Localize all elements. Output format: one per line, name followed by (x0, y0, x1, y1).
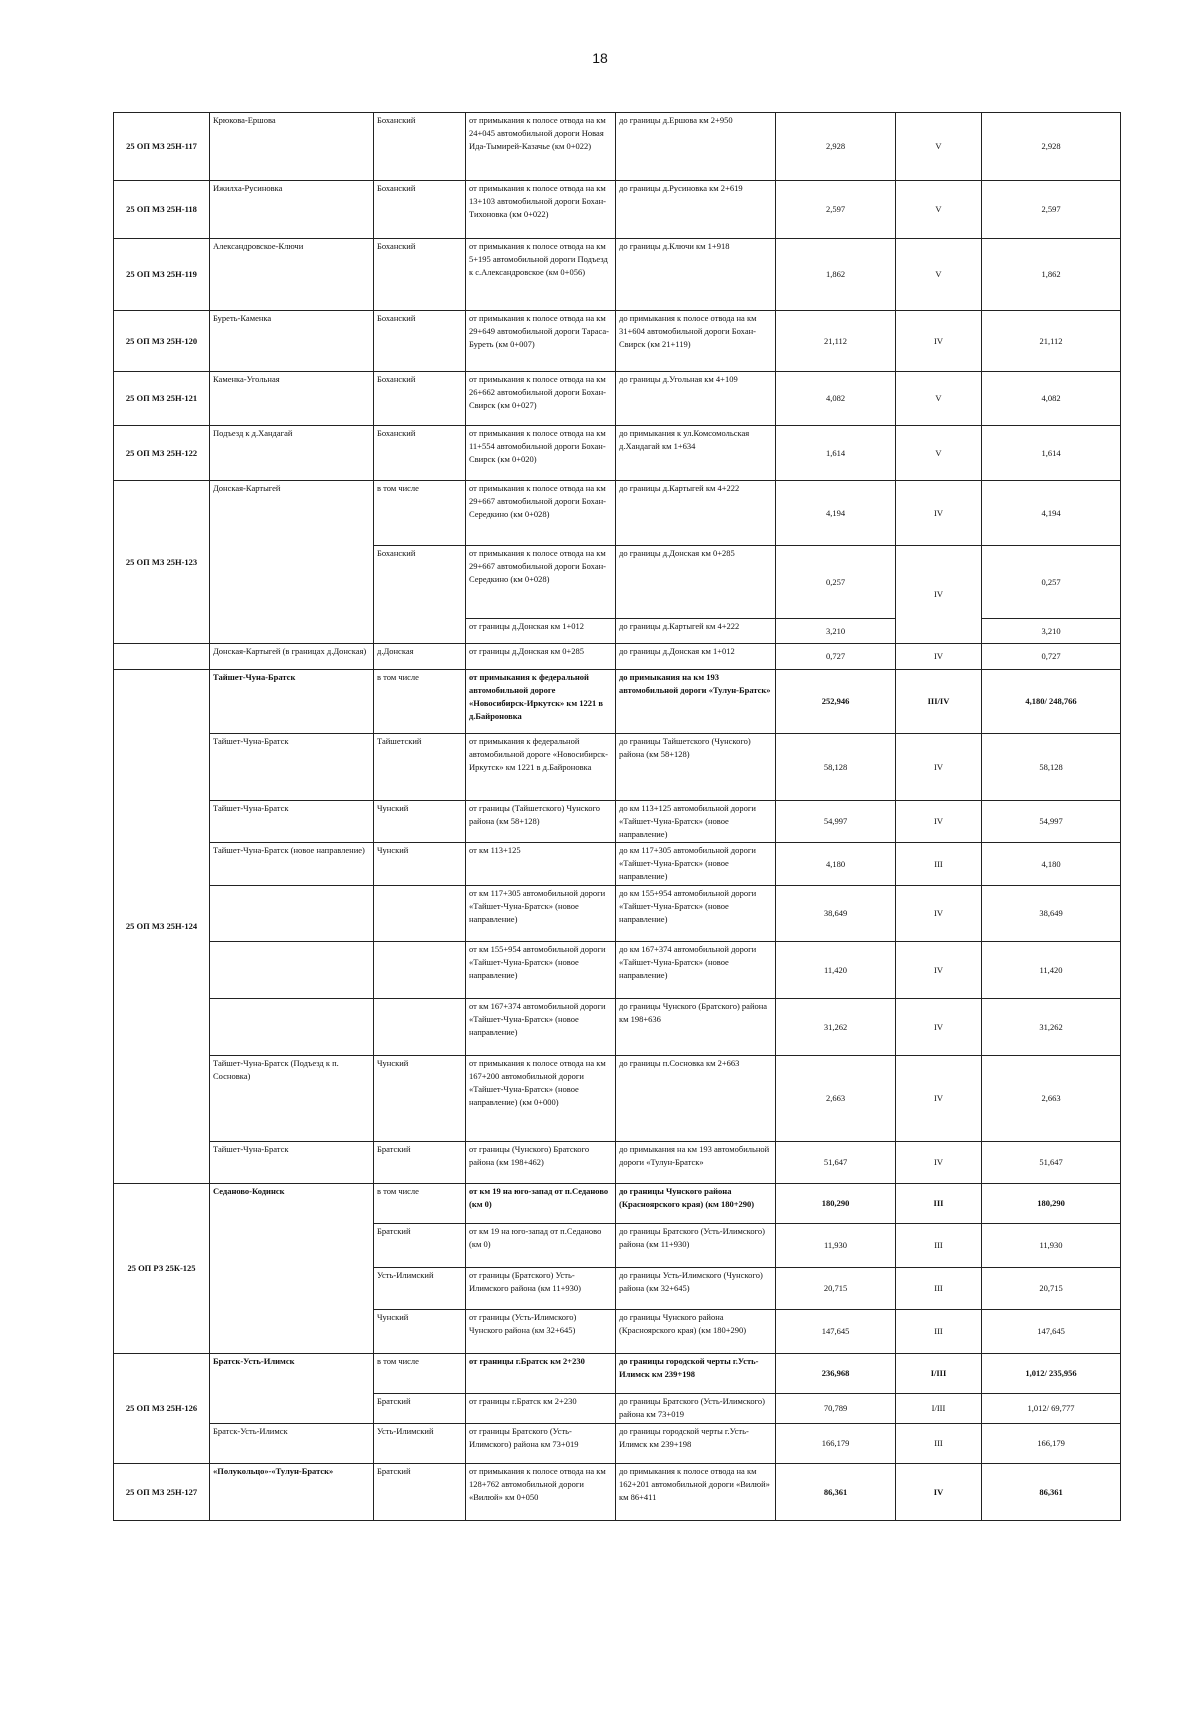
road-category: I/III (896, 1354, 982, 1394)
road-total: 4,180 (982, 843, 1121, 886)
road-district: в том числе (374, 481, 466, 546)
road-name: Седаново-Кодинск (210, 1184, 374, 1354)
road-code (114, 644, 210, 670)
road-from: от границы Братского (Усть-Илимского) района км 73+019 (466, 1424, 616, 1464)
road-district: Чунский (374, 1310, 466, 1354)
road-total: 1,862 (982, 239, 1121, 311)
road-category: IV (896, 801, 982, 843)
road-total: 180,290 (982, 1184, 1121, 1224)
road-category: III (896, 1224, 982, 1268)
road-total: 20,715 (982, 1268, 1121, 1310)
road-category: IV (896, 546, 982, 644)
road-from: от примыкания к полосе отвода на км 29+649 автомобильной дороги Тараса-Буреть (км 0+007) (466, 311, 616, 372)
road-total: 38,649 (982, 886, 1121, 942)
road-name: Тайшет-Чуна-Братск (210, 670, 374, 734)
road-from: от км 117+305 автомобильной дороги «Тайшет-Чуна-Братск» (новое направление) (466, 886, 616, 942)
road-name: Братск-Усть-Илимск (210, 1354, 374, 1424)
road-category: IV (896, 942, 982, 999)
road-total: 0,257 (982, 546, 1121, 619)
road-name: Каменка-Угольная (210, 372, 374, 426)
road-length: 11,420 (776, 942, 896, 999)
road-length: 147,645 (776, 1310, 896, 1354)
table-row (114, 481, 1121, 546)
road-district: Усть-Илимский (374, 1424, 466, 1464)
road-total: 147,645 (982, 1310, 1121, 1354)
road-to: до примыкания к полосе отвода на км 31+604 автомобильной дороги Бохан-Свирск (км 21+119) (616, 311, 776, 372)
road-category: III (896, 1310, 982, 1354)
road-length: 0,727 (776, 644, 896, 670)
table-row (114, 426, 1121, 481)
table-row (114, 644, 1121, 670)
road-name (210, 886, 374, 942)
road-to: до км 117+305 автомобильной дороги «Тайшет-Чуна-Братск» (новое направление) (616, 843, 776, 886)
road-from: от границы д.Донская км 1+012 (466, 619, 616, 644)
road-from: от границы г.Братск км 2+230 (466, 1354, 616, 1394)
road-category: IV (896, 886, 982, 942)
table-row (114, 843, 1121, 886)
road-district: в том числе (374, 1184, 466, 1224)
road-length: 38,649 (776, 886, 896, 942)
road-name: Буреть-Каменка (210, 311, 374, 372)
road-name: Донская-Картыгей (в границах д.Донская) (210, 644, 374, 670)
road-district (374, 886, 466, 942)
road-length: 166,179 (776, 1424, 896, 1464)
road-district: Братский (374, 1464, 466, 1521)
table-row (114, 942, 1121, 999)
road-category: V (896, 372, 982, 426)
road-district: Чунский (374, 843, 466, 886)
road-name: Тайшет-Чуна-Братск (210, 734, 374, 801)
road-length: 1,862 (776, 239, 896, 311)
road-length: 54,997 (776, 801, 896, 843)
road-name: Тайшет-Чуна-Братск (210, 1142, 374, 1184)
road-length: 11,930 (776, 1224, 896, 1268)
road-to: до границы д.Донская км 0+285 (616, 546, 776, 619)
road-from: от км 113+125 (466, 843, 616, 886)
table-row (114, 1464, 1121, 1521)
road-length: 20,715 (776, 1268, 896, 1310)
road-to: до границы д.Картыгей км 4+222 (616, 481, 776, 546)
road-district: Боханский (374, 426, 466, 481)
road-from: от границы (Тайшетского) Чунского района (км 58+128) (466, 801, 616, 843)
road-length: 3,210 (776, 619, 896, 644)
road-name: Ижилха-Русиновка (210, 181, 374, 239)
table-row (114, 113, 1121, 181)
road-length: 70,789 (776, 1394, 896, 1424)
road-total: 2,663 (982, 1056, 1121, 1142)
road-to: до границы д.Ершова км 2+950 (616, 113, 776, 181)
road-category: I/III (896, 1394, 982, 1424)
road-length: 252,946 (776, 670, 896, 734)
road-from: от примыкания к полосе отвода на км 5+195 автомобильной дороги Подъезд к с.Александровское (км 0+056) (466, 239, 616, 311)
road-code: 25 ОП МЗ 25Н-121 (114, 372, 210, 426)
road-total: 2,597 (982, 181, 1121, 239)
road-total: 4,082 (982, 372, 1121, 426)
road-category: V (896, 239, 982, 311)
road-district: в том числе (374, 1354, 466, 1394)
road-code: 25 ОП МЗ 25Н-126 (114, 1354, 210, 1464)
road-to: до границы Тайшетского (Чунского) района (км 58+128) (616, 734, 776, 801)
road-category: IV (896, 734, 982, 801)
road-to: до границы городской черты г.Усть-Илимск км 239+198 (616, 1354, 776, 1394)
road-name: Крюкова-Ершова (210, 113, 374, 181)
road-name: Донская-Картыгей (210, 481, 374, 644)
road-total: 58,128 (982, 734, 1121, 801)
road-length: 2,928 (776, 113, 896, 181)
road-to: до границы д.Донская км 1+012 (616, 644, 776, 670)
road-name (210, 999, 374, 1056)
table-row (114, 886, 1121, 942)
road-code: 25 ОП МЗ 25Н-123 (114, 481, 210, 644)
road-from: от примыкания к федеральной автомобильной дороге «Новосибирск-Иркутск» км 1221 в д.Байроновка (466, 670, 616, 734)
road-length: 0,257 (776, 546, 896, 619)
road-category: IV (896, 311, 982, 372)
road-category: IV (896, 1464, 982, 1521)
road-district: Братский (374, 1142, 466, 1184)
road-district: Усть-Илимский (374, 1268, 466, 1310)
road-district: Боханский (374, 113, 466, 181)
road-code: 25 ОП РЗ 25К-125 (114, 1184, 210, 1354)
road-category: IV (896, 1056, 982, 1142)
road-district (374, 942, 466, 999)
road-to: до км 167+374 автомобильной дороги «Тайшет-Чуна-Братск» (новое направление) (616, 942, 776, 999)
table-row (114, 801, 1121, 843)
road-code: 25 ОП МЗ 25Н-124 (114, 670, 210, 1184)
road-district (374, 999, 466, 1056)
road-total: 11,420 (982, 942, 1121, 999)
road-from: от примыкания к полосе отвода на км 29+667 автомобильной дороги Бохан-Середкино (км 0+028) (466, 481, 616, 546)
road-district: Чунский (374, 801, 466, 843)
road-name: Братск-Усть-Илимск (210, 1424, 374, 1464)
road-from: от примыкания к полосе отвода на км 128+762 автомобильной дороги «Вилюй» км 0+050 (466, 1464, 616, 1521)
road-from: от примыкания к полосе отвода на км 11+554 автомобильной дороги Бохан-Свирск (км 0+020) (466, 426, 616, 481)
road-length: 236,968 (776, 1354, 896, 1394)
table-row (114, 239, 1121, 311)
road-to: до примыкания к полосе отвода на км 162+201 автомобильной дороги «Вилюй» км 86+411 (616, 1464, 776, 1521)
road-to: до границы д.Угольная км 4+109 (616, 372, 776, 426)
road-district: Братский (374, 1394, 466, 1424)
road-category: III (896, 1424, 982, 1464)
road-length: 21,112 (776, 311, 896, 372)
roads-table (113, 112, 1121, 1521)
road-district: в том числе (374, 670, 466, 734)
road-from: от км 167+374 автомобильной дороги «Тайшет-Чуна-Братск» (новое направление) (466, 999, 616, 1056)
road-name: «Полукольцо»-«Тулун-Братск» (210, 1464, 374, 1521)
table-row (114, 734, 1121, 801)
road-total: 166,179 (982, 1424, 1121, 1464)
road-category: V (896, 181, 982, 239)
road-to: до км 155+954 автомобильной дороги «Тайшет-Чуна-Братск» (новое направление) (616, 886, 776, 942)
road-total: 21,112 (982, 311, 1121, 372)
road-to: до границы д.Картыгей км 4+222 (616, 619, 776, 644)
road-code: 25 ОП МЗ 25Н-122 (114, 426, 210, 481)
road-total: 4,194 (982, 481, 1121, 546)
road-to: до границы Братского (Усть-Илимского) района км 73+019 (616, 1394, 776, 1424)
road-length: 51,647 (776, 1142, 896, 1184)
road-total: 11,930 (982, 1224, 1121, 1268)
road-name (210, 942, 374, 999)
road-from: от примыкания к полосе отвода на км 26+662 автомобильной дороги Бохан-Свирск (км 0+027) (466, 372, 616, 426)
road-name: Тайшет-Чуна-Братск (Подъезд к п. Сосновка) (210, 1056, 374, 1142)
table-row (114, 670, 1121, 734)
road-total: 2,928 (982, 113, 1121, 181)
road-to: до границы Усть-Илимского (Чунского) района (км 32+645) (616, 1268, 776, 1310)
road-from: от примыкания к полосе отвода на км 29+667 автомобильной дороги Бохан-Середкино (км 0+028) (466, 546, 616, 619)
road-total: 1,614 (982, 426, 1121, 481)
road-total: 1,012/ 235,956 (982, 1354, 1121, 1394)
road-name: Александровское-Ключи (210, 239, 374, 311)
road-category: IV (896, 644, 982, 670)
table-row (114, 1424, 1121, 1464)
table-row (114, 181, 1121, 239)
road-from: от границы д.Донская км 0+285 (466, 644, 616, 670)
road-length: 31,262 (776, 999, 896, 1056)
road-district: Боханский (374, 311, 466, 372)
road-total: 54,997 (982, 801, 1121, 843)
road-total: 4,180/ 248,766 (982, 670, 1121, 734)
road-code: 25 ОП МЗ 25Н-118 (114, 181, 210, 239)
road-to: до границы д.Русиновка км 2+619 (616, 181, 776, 239)
road-from: от примыкания к федеральной автомобильной дороге «Новосибирск-Иркутск» км 1221 в д.Байроновка (466, 734, 616, 801)
road-length: 4,194 (776, 481, 896, 546)
road-district: Боханский (374, 546, 466, 644)
road-to: до границы Чунского (Братского) района км 198+636 (616, 999, 776, 1056)
road-from: от границы г.Братск км 2+230 (466, 1394, 616, 1424)
road-length: 180,290 (776, 1184, 896, 1224)
road-total: 31,262 (982, 999, 1121, 1056)
road-length: 4,082 (776, 372, 896, 426)
road-category: V (896, 113, 982, 181)
road-length: 58,128 (776, 734, 896, 801)
road-to: до км 113+125 автомобильной дороги «Тайшет-Чуна-Братск» (новое направление) (616, 801, 776, 843)
road-district: Боханский (374, 372, 466, 426)
road-name: Тайшет-Чуна-Братск (новое направление) (210, 843, 374, 886)
road-from: от границы (Чунского) Братского района (км 198+462) (466, 1142, 616, 1184)
road-code: 25 ОП МЗ 25Н-117 (114, 113, 210, 181)
road-from: от границы (Братского) Усть-Илимского района (км 11+930) (466, 1268, 616, 1310)
road-from: от км 19 на юго-запад от п.Седаново (км 0) (466, 1184, 616, 1224)
road-total: 0,727 (982, 644, 1121, 670)
road-length: 86,361 (776, 1464, 896, 1521)
road-category: V (896, 426, 982, 481)
table-row (114, 372, 1121, 426)
road-district: Братский (374, 1224, 466, 1268)
road-from: от примыкания к полосе отвода на км 24+045 автомобильной дороги Новая Ида-Тымирей-Казачье (км 0+022) (466, 113, 616, 181)
road-to: до границы Чунского района (Красноярского края) (км 180+290) (616, 1310, 776, 1354)
road-to: до примыкания на км 193 автомобильной дороги «Тулун-Братск» (616, 1142, 776, 1184)
road-from: от границы (Усть-Илимского) Чунского района (км 32+645) (466, 1310, 616, 1354)
road-to: до границы Чунского района (Красноярского края) (км 180+290) (616, 1184, 776, 1224)
road-name: Тайшет-Чуна-Братск (210, 801, 374, 843)
road-from: от примыкания к полосе отвода на км 167+200 автомобильной дороги «Тайшет-Чуна-Братск» (новое направление) (км 0+000) (466, 1056, 616, 1142)
road-from: от км 155+954 автомобильной дороги «Тайшет-Чуна-Братск» (новое направление) (466, 942, 616, 999)
road-total: 86,361 (982, 1464, 1121, 1521)
road-to: до границы городской черты г.Усть-Илимск км 239+198 (616, 1424, 776, 1464)
road-total: 51,647 (982, 1142, 1121, 1184)
road-total: 1,012/ 69,777 (982, 1394, 1121, 1424)
road-to: до границы п.Сосновка км 2+663 (616, 1056, 776, 1142)
road-category: III (896, 1184, 982, 1224)
table-row (114, 1056, 1121, 1142)
road-district: Чунский (374, 1056, 466, 1142)
road-length: 4,180 (776, 843, 896, 886)
road-district: Тайшетский (374, 734, 466, 801)
road-category: III (896, 843, 982, 886)
road-category: III (896, 1268, 982, 1310)
road-category: IV (896, 481, 982, 546)
table-row (114, 999, 1121, 1056)
road-length: 2,663 (776, 1056, 896, 1142)
road-name: Подъезд к д.Хандагай (210, 426, 374, 481)
road-length: 1,614 (776, 426, 896, 481)
table-row (114, 1354, 1121, 1394)
road-category: IV (896, 1142, 982, 1184)
table-row (114, 1184, 1121, 1224)
road-code: 25 ОП МЗ 25Н-119 (114, 239, 210, 311)
road-from: от км 19 на юго-запад от п.Седаново (км 0) (466, 1224, 616, 1268)
road-code: 25 ОП МЗ 25Н-120 (114, 311, 210, 372)
road-district: Боханский (374, 181, 466, 239)
road-length: 2,597 (776, 181, 896, 239)
road-category: IV (896, 999, 982, 1056)
road-to: до границы Братского (Усть-Илимского) района (км 11+930) (616, 1224, 776, 1268)
road-to: до примыкания к ул.Комсомольская д.Хандагай км 1+634 (616, 426, 776, 481)
road-to: до примыкания на км 193 автомобильной дороги «Тулун-Братск» (616, 670, 776, 734)
road-to: до границы д.Ключи км 1+918 (616, 239, 776, 311)
road-code: 25 ОП МЗ 25Н-127 (114, 1464, 210, 1521)
road-from: от примыкания к полосе отвода на км 13+103 автомобильной дороги Бохан-Тихоновка (км 0+022) (466, 181, 616, 239)
road-district: Боханский (374, 239, 466, 311)
page-number: 18 (592, 50, 608, 66)
road-category: III/IV (896, 670, 982, 734)
road-district: д.Донская (374, 644, 466, 670)
road-total: 3,210 (982, 619, 1121, 644)
table-row (114, 311, 1121, 372)
table-row (114, 1142, 1121, 1184)
